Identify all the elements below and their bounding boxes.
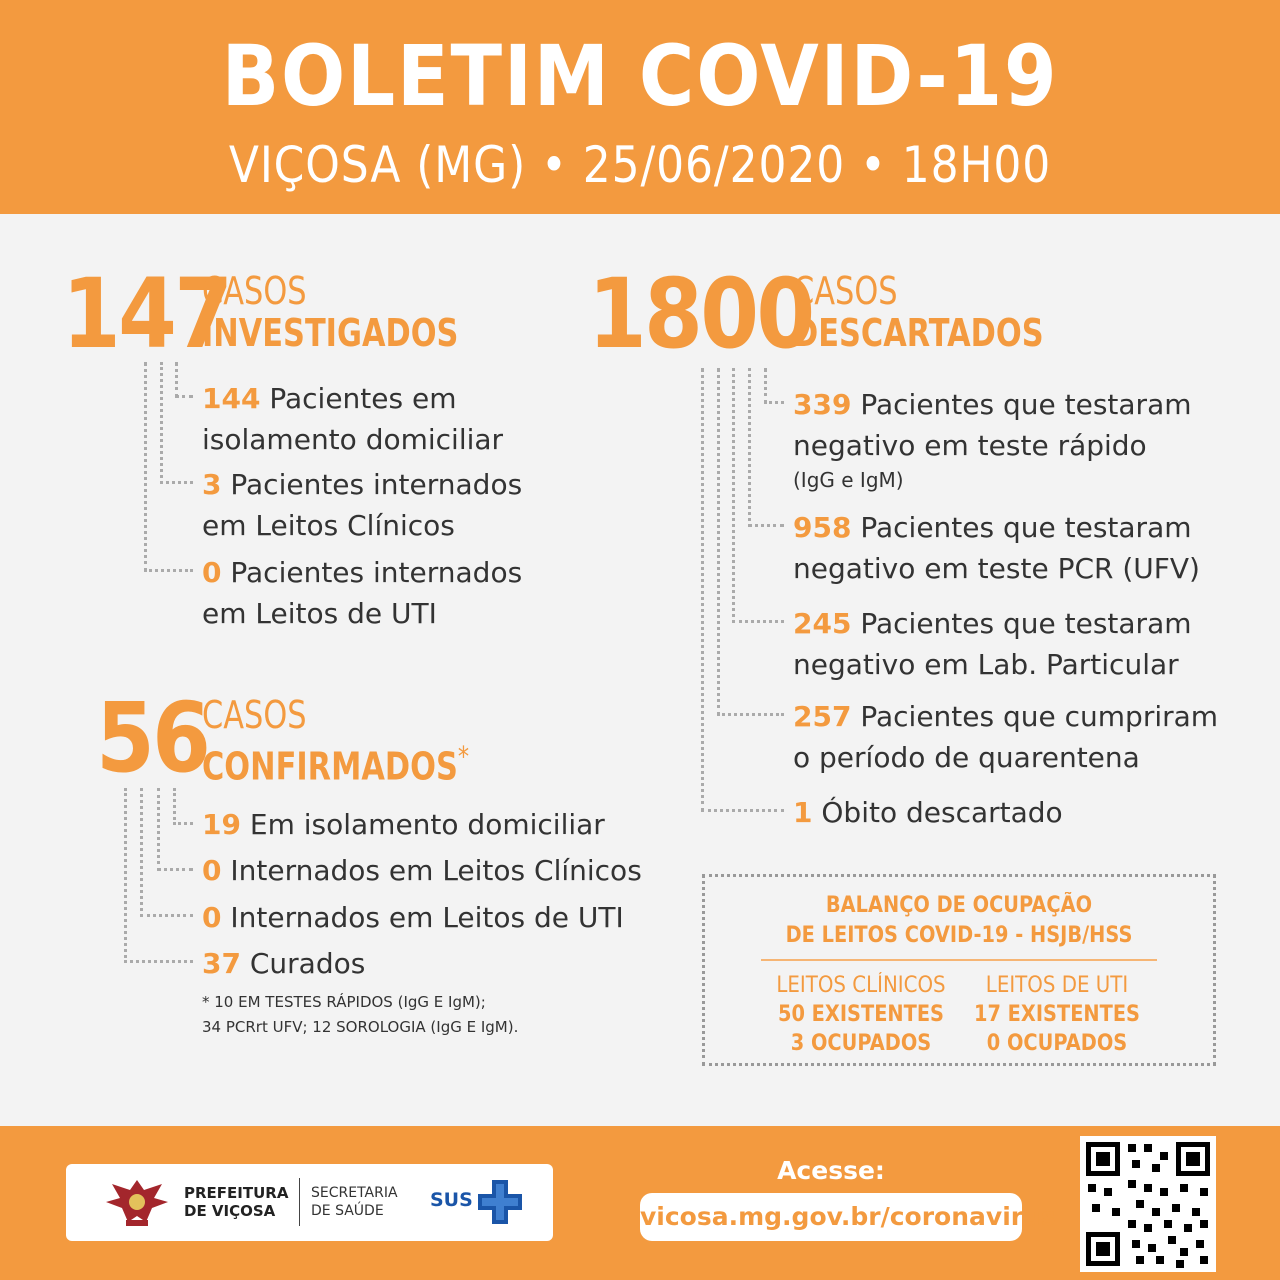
- investigated-item: [202, 378, 503, 460]
- access-label: Acesse:: [777, 1156, 885, 1185]
- investigated-item-text: Pacientes internados: [230, 556, 523, 589]
- discarded-item-text: Pacientes que testaram: [860, 511, 1192, 544]
- prefeitura-line: DE VIÇOSA: [184, 1202, 276, 1220]
- sus-label: SUS: [430, 1189, 473, 1211]
- investigated-caption-line2: INVESTIGADOS: [202, 311, 459, 355]
- confirmed-item: [202, 897, 624, 938]
- confirmed-item-text: Em isolamento domiciliar: [249, 808, 605, 841]
- prefeitura-line: PREFEITURA: [184, 1184, 289, 1202]
- discarded-item-text: negativo em teste PCR (UFV): [793, 552, 1200, 585]
- secretaria-line: DE SAÚDE: [311, 1203, 384, 1219]
- bed-occupancy-title-line: DE LEITOS COVID-19 - HSJB/HSS: [785, 923, 1133, 948]
- confirmed-item: [202, 850, 642, 891]
- discarded-item-number: 1: [793, 796, 813, 829]
- investigated-item-text: Pacientes internados: [230, 468, 523, 501]
- discarded-caption-line2: DESCARTADOS: [793, 311, 1044, 355]
- page-subtitle: VIÇOSA (MG) • 25/06/2020 • 18H00: [228, 136, 1052, 194]
- confirmed-caption-line2: [202, 736, 469, 788]
- bed-occupancy-title: [735, 891, 1182, 951]
- investigated-caption: [202, 270, 523, 354]
- investigated-item: [202, 464, 522, 546]
- footer-banner: [0, 1126, 1280, 1280]
- investigated-item-number: 0: [202, 556, 222, 589]
- icu-beds-existing: 17 EXISTENTES: [974, 1002, 1140, 1027]
- confirmed-item-text: Curados: [249, 947, 366, 980]
- confirmed-item: [202, 804, 605, 845]
- discarded-caption: [793, 270, 1106, 354]
- asterisk: *: [457, 740, 470, 773]
- confirmed-item: [202, 943, 365, 984]
- discarded-item-number: 339: [793, 388, 852, 421]
- discarded-item-number: 257: [793, 700, 852, 733]
- qr-code-icon[interactable]: [1080, 1136, 1216, 1272]
- discarded-item-text: negativo em Lab. Particular: [793, 648, 1179, 681]
- discarded-item-text: Pacientes que cumpriram: [860, 700, 1219, 733]
- investigated-item-text: Pacientes em: [269, 382, 457, 415]
- confirmed-caption-line1: CASOS: [202, 693, 307, 737]
- confirmed-item-number: 37: [202, 947, 241, 980]
- secretaria-name: [311, 1184, 398, 1220]
- footnote-line: 34 PCRrt UFV; 12 SOROLOGIA (IgG E IgM).: [202, 1018, 519, 1036]
- confirmed-item-number: 0: [202, 901, 222, 934]
- logo-panel: [66, 1164, 553, 1241]
- investigated-item-text: em Leitos Clínicos: [202, 509, 455, 542]
- confirmed-caption: [202, 694, 536, 788]
- qr-code-graphic: [1080, 1136, 1216, 1272]
- investigated-item: [202, 552, 522, 634]
- prefeitura-name: [184, 1184, 288, 1220]
- investigated-caption-line1: CASOS: [202, 269, 307, 313]
- investigated-count: 147: [62, 258, 231, 370]
- discarded-count: 1800: [588, 258, 813, 370]
- investigated-item-text: isolamento domiciliar: [202, 423, 504, 456]
- discarded-item-text: Óbito descartado: [821, 796, 1063, 829]
- bed-occupancy-columns: [705, 971, 1213, 1058]
- page-title: BOLETIM COVID-19: [221, 27, 1059, 125]
- icu-beds-header: LEITOS DE UTI: [985, 973, 1129, 998]
- connector-line: [701, 368, 784, 812]
- confirmed-caption-text: CONFIRMADOS: [202, 744, 458, 789]
- confirmed-item-text: Internados em Leitos Clínicos: [230, 854, 642, 887]
- discarded-item-text: Pacientes que testaram: [860, 607, 1192, 640]
- clinical-beds-existing: 50 EXISTENTES: [778, 1002, 944, 1027]
- discarded-item: [793, 507, 1200, 589]
- discarded-item: [793, 384, 1192, 494]
- footnote-line: * 10 EM TESTES RÁPIDOS (IgG E IgM);: [202, 993, 486, 1011]
- clinical-beds-column: [763, 971, 959, 1058]
- connector-line: [124, 788, 193, 963]
- confirmed-item-text: Internados em Leitos de UTI: [230, 901, 624, 934]
- discarded-item-text: o período de quarentena: [793, 741, 1140, 774]
- secretaria-line: SECRETARIA: [311, 1185, 398, 1201]
- confirmed-item-number: 0: [202, 854, 222, 887]
- clinical-beds-occupied: 3 OCUPADOS: [790, 1031, 932, 1056]
- coat-of-arms-icon: [102, 1176, 172, 1230]
- discarded-caption-line1: CASOS: [793, 269, 898, 313]
- investigated-item-number: 144: [202, 382, 261, 415]
- website-link[interactable]: vicosa.mg.gov.br/coronavirus: [640, 1193, 1022, 1241]
- bed-occupancy-box: [702, 874, 1216, 1066]
- icu-beds-column: [959, 971, 1155, 1058]
- logo-divider: [299, 1178, 300, 1226]
- discarded-item: [793, 792, 1063, 833]
- discarded-item-number: 958: [793, 511, 852, 544]
- discarded-item-text: Pacientes que testaram: [860, 388, 1192, 421]
- confirmed-footnote: [202, 990, 518, 1040]
- discarded-item: [793, 603, 1192, 685]
- connector-line: [144, 362, 193, 572]
- bed-occupancy-title-line: BALANÇO DE OCUPAÇÃO: [825, 893, 1093, 918]
- header-banner: [0, 0, 1280, 214]
- divider: [761, 959, 1157, 961]
- investigated-item-text: em Leitos de UTI: [202, 597, 437, 630]
- discarded-item-number: 245: [793, 607, 852, 640]
- discarded-item: [793, 696, 1218, 778]
- clinical-beds-header: LEITOS CLÍNICOS: [776, 973, 946, 998]
- icu-beds-occupied: 0 OCUPADOS: [986, 1031, 1128, 1056]
- discarded-item-subtext: (IgG e IgM): [793, 468, 904, 492]
- discarded-item-text: negativo em teste rápido: [793, 429, 1147, 462]
- sus-cross-icon: [476, 1178, 524, 1226]
- investigated-item-number: 3: [202, 468, 222, 501]
- confirmed-item-number: 19: [202, 808, 241, 841]
- confirmed-count: 56: [96, 682, 209, 794]
